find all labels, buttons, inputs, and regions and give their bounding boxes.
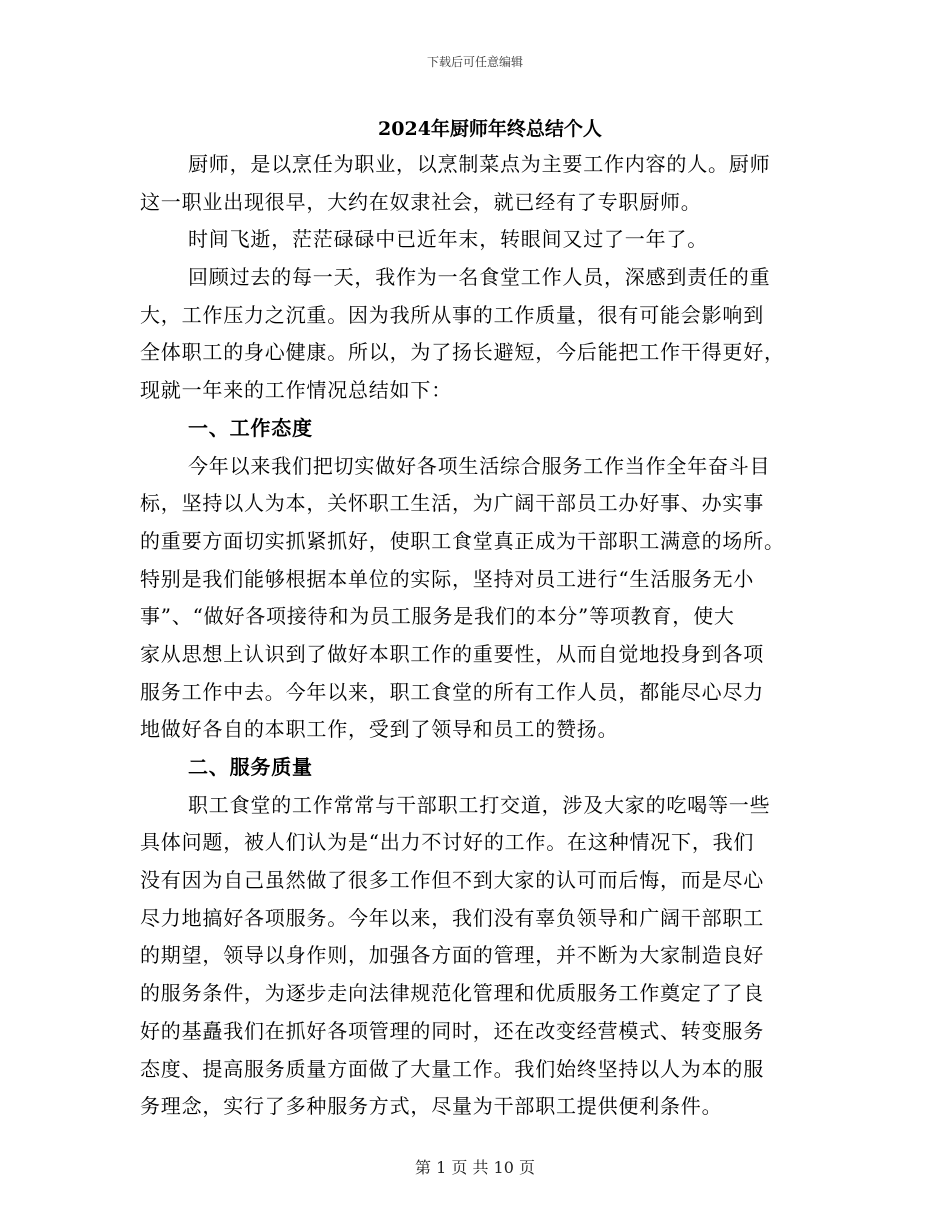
paragraph-line: 没有因为自己虽然做了很多工作但不到大家的认可而后悔，而是尽心 (140, 868, 764, 893)
section-heading-service-quality: 二、服务质量 (188, 755, 313, 779)
paragraph-line: 的期望，领导以身作则，加强各方面的管理，并不断为大家制造良好 (140, 943, 764, 968)
paragraph-line: 全体职工的身心健康。所以，为了扬长避短，今后能把工作干得更好， (140, 340, 785, 365)
paragraph-line: 具体问题，被人们认为是“出力不讨好的工作。在这种情况下，我们 (140, 830, 755, 855)
paragraph-line: 回顾过去的每一天，我作为一名食堂工作人员，深感到责任的重 (188, 265, 771, 290)
paragraph-line: 的服务条件，为逐步走向法律规范化管理和优质服务工作奠定了了良 (140, 981, 764, 1006)
page-header: 下载后可任意编辑 (426, 55, 523, 69)
paragraph-line: 职工食堂的工作常常与干部职工打交道，涉及大家的吃喝等一些 (188, 792, 771, 817)
paragraph-line: 今年以来我们把切实做好各项生活综合服务工作当作全年奋斗目 (188, 453, 771, 478)
paragraph-line: 特别是我们能够根据本单位的实际，坚持对员工进行“生活服务无小 (140, 566, 755, 591)
paragraph-line: 厨师，是以烹任为职业，以烹制菜点为主要工作内容的人。厨师 (188, 152, 771, 176)
paragraph-line: 标，坚持以人为本，关怀职工生活，为广阔干部员工办好事、办实事 (140, 491, 764, 516)
paragraph-line: 时间飞逝，茫茫碌碌中已近年末，转眼间又过了一年了。 (188, 227, 708, 252)
paragraph-line: 尽力地搞好各项服务。今年以来，我们没有辜负领导和广阔干部职工 (140, 905, 764, 930)
paragraph-line: 地做好各自的本职工作，受到了领导和员工的赞扬。 (140, 717, 619, 742)
paragraph-line: 的重要方面切实抓紧抓好，使职工食堂真正成为干部职工满意的场所。 (140, 528, 785, 553)
paragraph-line: 现就一年来的工作情况总结如下： (140, 378, 452, 403)
paragraph-line: 大，工作压力之沉重。因为我所从事的工作质量，很有可能会影响到 (140, 302, 764, 327)
paragraph-line: 事”、“做好各项接待和为员工服务是我们的本分”等项教育，使大 (140, 604, 735, 629)
paragraph-line: 家从思想上认识到了做好本职工作的重要性，从而自觉地投身到各项 (140, 641, 764, 666)
paragraph-line: 态度、提高服务质量方面做了大量工作。我们始终坚持以人为本的服 (140, 1056, 764, 1081)
page-number: 第 1 页 共 10 页 (415, 1158, 535, 1177)
document-title: 2024年厨师年终总结个人 (378, 118, 602, 140)
document-body (140, 146, 806, 1126)
paragraph-line: 这一职业出现很早，大约在奴隶社会，就已经有了专职厨师。 (140, 189, 702, 214)
paragraph-line: 服务工作中去。今年以来，职工食堂的所有工作人员，都能尽心尽力 (140, 679, 764, 704)
paragraph-line: 好的基矗我们在抓好各项管理的同时，还在改变经营模式、转变服务 (140, 1018, 764, 1043)
section-heading-attitude: 一、工作态度 (188, 415, 313, 440)
paragraph-line: 务理念，实行了多种服务方式，尽量为干部职工提供便利条件。 (140, 1094, 723, 1119)
